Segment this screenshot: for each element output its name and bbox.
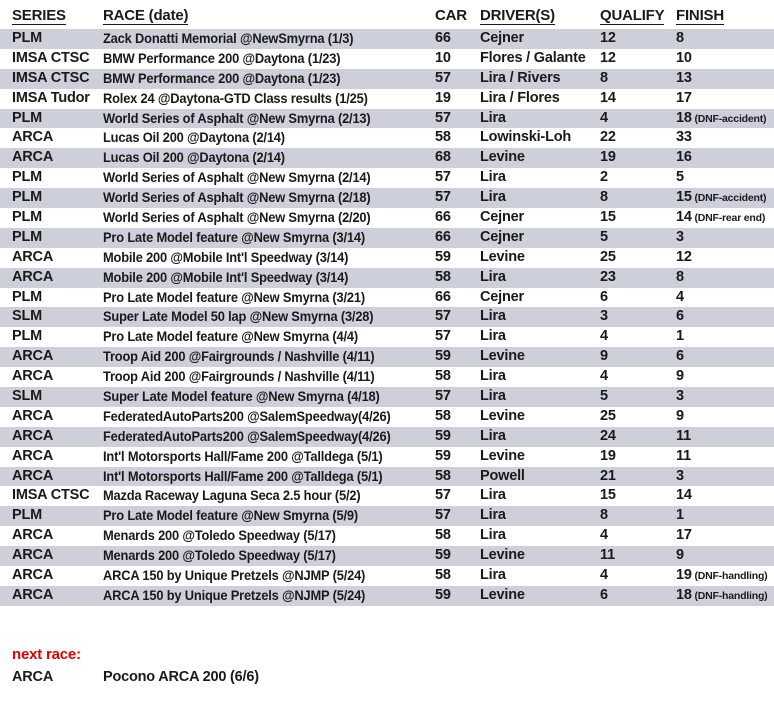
table-row [0,367,774,387]
cell-drivers: Levine [480,547,525,564]
cell-series: PLM [12,169,43,186]
cell-qualify: 5 [600,228,608,245]
cell-drivers: Lira [480,368,506,385]
cell-finish [676,148,774,168]
cell-qualify: 24 [600,427,616,444]
cell-race: Pro Late Model feature @New Smyrna (3/14) [103,228,365,245]
table-row [0,268,774,288]
cell-drivers: Levine [480,348,525,365]
cell-series: IMSA Tudor [12,89,90,106]
column-header-label: QUALIFY [600,7,665,24]
cell-car: 58 [435,527,451,544]
cell-qualify: 25 [600,248,616,265]
cell-finish [676,288,774,308]
cell-series: PLM [12,328,43,345]
cell-race: World Series of Asphalt @New Smyrna (2/13) [103,109,371,126]
cell-drivers: Lira [480,268,506,285]
finish-position: 17 [676,527,692,544]
cell-race: Menards 200 @Toledo Speedway (5/17) [103,547,336,564]
cell-car: 58 [435,268,451,285]
cell-qualify: 9 [600,348,608,365]
cell-car: 57 [435,308,451,325]
cell-qualify: 4 [600,527,608,544]
table-row [0,486,774,506]
cell-qualify: 8 [600,189,608,206]
cell-race: Int'l Motorsports Hall/Fame 200 @Talldega (5/1) [103,467,383,484]
table-row [0,188,774,208]
cell-finish [676,506,774,526]
cell-drivers: Lira [480,388,506,405]
table-row [0,327,774,347]
cell-series: ARCA [12,567,54,584]
cell-qualify: 2 [600,169,608,186]
cell-series: ARCA [12,268,54,285]
finish-position: 10 [676,49,692,66]
cell-race: World Series of Asphalt @New Smyrna (2/18) [103,189,371,206]
dnf-note: (DNF-accident) [691,192,767,205]
cell-race: ARCA 150 by Unique Pretzels @NJMP (5/24) [103,567,366,584]
cell-drivers: Cejner [480,30,524,46]
finish-position: 13 [676,69,692,86]
finish-position: 14 [676,487,692,504]
cell-race: Troop Aid 200 @Fairgrounds / Nashville (4/11) [103,348,375,365]
cell-series: ARCA [12,447,54,464]
cell-drivers: Lira [480,507,506,524]
cell-car: 66 [435,228,451,245]
table-row [0,347,774,367]
cell-race: BMW Performance 200 @Daytona (1/23) [103,69,341,86]
cell-qualify: 11 [600,547,615,564]
table-row [0,427,774,447]
cell-car: 66 [435,209,451,226]
cell-car: 68 [435,149,451,166]
cell-drivers: Lira [480,189,506,206]
cell-drivers: Lira [480,109,506,126]
cell-finish [676,467,774,487]
cell-drivers: Levine [480,149,525,166]
cell-car: 59 [435,248,451,265]
column-header-label: CAR [435,7,467,24]
cell-finish [676,347,774,367]
table-row [0,148,774,168]
cell-car: 59 [435,427,451,444]
cell-car: 58 [435,467,451,484]
cell-car: 59 [435,547,451,564]
finish-position: 9 [676,547,684,564]
cell-finish [676,29,774,49]
cell-series: PLM [12,507,43,524]
cell-finish [676,307,774,327]
cell-qualify: 4 [600,328,608,345]
cell-car: 59 [435,586,451,603]
cell-car: 59 [435,348,451,365]
cell-race: Troop Aid 200 @Fairgrounds / Nashville (4/11) [103,368,375,385]
cell-car: 58 [435,368,451,385]
table-row [0,248,774,268]
cell-drivers: Powell [480,467,525,484]
table-row [0,228,774,248]
finish-position: 6 [676,308,684,325]
cell-series: PLM [12,30,43,46]
table-row [0,49,774,69]
dnf-note: (DNF-rear end) [691,212,766,225]
finish-position: 1 [676,328,684,345]
cell-qualify: 12 [600,30,616,46]
cell-drivers: Lira [480,527,506,544]
table-row [0,288,774,308]
cell-car: 57 [435,169,451,186]
cell-series: PLM [12,209,43,226]
cell-race: Int'l Motorsports Hall/Fame 200 @Talldega (5/1) [103,447,383,464]
table-header-row [0,0,774,29]
cell-series: ARCA [12,586,54,603]
cell-qualify: 4 [600,567,608,584]
cell-finish [676,387,774,407]
cell-qualify: 8 [600,69,608,86]
cell-race: FederatedAutoParts200 @SalemSpeedway(4/26) [103,427,391,444]
cell-qualify: 3 [600,308,608,325]
table-row [0,29,774,49]
finish-position: 8 [676,30,684,46]
cell-qualify: 6 [600,586,608,603]
cell-finish [676,228,774,248]
finish-position: 4 [676,288,684,305]
column-header-label: RACE (date) [103,7,189,24]
table-row [0,168,774,188]
cell-race: Super Late Model 50 lap @New Smyrna (3/28) [103,308,374,325]
results-table-body [0,29,774,606]
finish-position: 18 [676,586,692,603]
cell-qualify: 25 [600,407,616,424]
cell-qualify: 19 [600,149,616,166]
cell-drivers: Cejner [480,288,524,305]
table-row [0,307,774,327]
cell-series: ARCA [12,129,54,146]
cell-finish [676,447,774,467]
cell-finish [676,427,774,447]
cell-finish [676,49,774,69]
table-row [0,526,774,546]
finish-position: 14 [676,209,692,226]
cell-qualify: 23 [600,268,616,285]
cell-series: ARCA [12,427,54,444]
cell-car: 10 [435,49,451,66]
cell-series: SLM [12,388,43,405]
cell-qualify: 21 [600,467,616,484]
cell-race: Zack Donatti Memorial @NewSmyrna (1/3) [103,30,354,46]
cell-drivers: Lira [480,487,506,504]
finish-position: 15 [676,189,692,206]
finish-position: 19 [676,567,692,584]
cell-drivers: Levine [480,447,525,464]
table-row [0,566,774,586]
cell-series: PLM [12,288,43,305]
cell-car: 57 [435,69,451,86]
cell-qualify: 22 [600,129,616,146]
cell-race: ARCA 150 by Unique Pretzels @NJMP (5/24) [103,586,366,603]
cell-drivers: Lira / Rivers [480,69,561,86]
cell-series: ARCA [12,368,54,385]
cell-race: Lucas Oil 200 @Daytona (2/14) [103,149,285,166]
cell-finish [676,546,774,566]
cell-car: 57 [435,507,451,524]
cell-series: ARCA [12,527,54,544]
cell-car: 19 [435,89,451,106]
cell-race: World Series of Asphalt @New Smyrna (2/14) [103,169,371,186]
finish-position: 12 [676,248,692,265]
finish-position: 8 [676,268,684,285]
cell-finish [676,268,774,288]
cell-qualify: 15 [600,487,616,504]
cell-finish [676,407,774,427]
finish-position: 9 [676,407,684,424]
cell-drivers: Levine [480,248,525,265]
cell-finish [676,208,774,229]
cell-series: ARCA [12,248,54,265]
table-row [0,89,774,109]
cell-qualify: 8 [600,507,608,524]
dnf-note: (DNF-handling) [691,570,768,583]
table-row [0,387,774,407]
finish-position: 33 [676,129,692,146]
finish-position: 5 [676,169,684,186]
table-row [0,208,774,228]
cell-race: Pro Late Model feature @New Smyrna (3/21) [103,288,365,305]
column-header-label: SERIES [12,7,66,24]
cell-car: 57 [435,328,451,345]
cell-qualify: 6 [600,288,608,305]
cell-car: 57 [435,388,451,405]
table-row [0,447,774,467]
table-row [0,128,774,148]
cell-car: 57 [435,189,451,206]
cell-series: PLM [12,228,43,245]
cell-finish [676,566,774,587]
finish-position: 3 [676,467,684,484]
column-header-drivers [480,8,600,29]
finish-position: 3 [676,228,684,245]
column-header-label: FINISH [676,7,724,24]
cell-drivers: Lira [480,567,506,584]
cell-race: BMW Performance 200 @Daytona (1/23) [103,49,341,66]
cell-qualify: 15 [600,209,616,226]
next-race-name: Pocono ARCA 200 (6/6) [103,668,259,685]
cell-drivers: Cejner [480,209,524,226]
cell-finish [676,486,774,506]
cell-finish [676,89,774,109]
cell-finish [676,586,774,607]
cell-series: IMSA CTSC [12,49,90,66]
cell-qualify: 4 [600,109,608,126]
next-race-series: ARCA [12,668,54,685]
next-race-row [0,668,774,688]
cell-qualify: 5 [600,388,608,405]
column-header-label: DRIVER(S) [480,7,555,24]
table-row [0,69,774,89]
cell-race: Pro Late Model feature @New Smyrna (5/9) [103,507,358,524]
column-header-car [435,8,480,29]
cell-series: IMSA CTSC [12,69,90,86]
cell-drivers: Lira [480,169,506,186]
cell-car: 57 [435,487,451,504]
cell-drivers: Lira [480,328,506,345]
cell-car: 58 [435,129,451,146]
cell-drivers: Levine [480,586,525,603]
cell-car: 58 [435,567,451,584]
cell-race: Super Late Model feature @New Smyrna (4/18) [103,388,380,405]
finish-position: 11 [676,447,691,464]
cell-series: ARCA [12,348,54,365]
cell-series: ARCA [12,407,54,424]
cell-race: Rolex 24 @Daytona-GTD Class results (1/25) [103,89,368,106]
cell-car: 58 [435,407,451,424]
dnf-note: (DNF-accident) [691,112,767,125]
cell-race: Mobile 200 @Mobile Int'l Speedway (3/14) [103,248,349,265]
cell-car: 57 [435,109,451,126]
column-header-race [103,8,435,29]
cell-series: PLM [12,109,43,126]
cell-drivers: Flores / Galante [480,49,586,66]
cell-finish [676,168,774,188]
cell-series: PLM [12,189,43,206]
cell-drivers: Lira [480,427,506,444]
table-row [0,109,774,129]
cell-race: Mazda Raceway Laguna Seca 2.5 hour (5/2) [103,487,361,504]
cell-drivers: Levine [480,407,525,424]
cell-drivers: Lira / Flores [480,89,560,106]
cell-race: FederatedAutoParts200 @SalemSpeedway(4/26) [103,407,391,424]
finish-position: 18 [676,109,692,126]
finish-position: 9 [676,368,684,385]
cell-car: 66 [435,30,451,46]
column-header-series [12,8,103,29]
cell-series: SLM [12,308,43,325]
finish-position: 3 [676,388,684,405]
cell-series: IMSA CTSC [12,487,90,504]
cell-qualify: 4 [600,368,608,385]
cell-finish [676,526,774,546]
cell-car: 66 [435,288,451,305]
cell-series: ARCA [12,467,54,484]
dnf-note: (DNF-handling) [691,589,768,602]
cell-qualify: 14 [600,89,616,106]
column-header-qualify [600,8,676,29]
table-row [0,546,774,566]
table-row [0,467,774,487]
cell-series: ARCA [12,149,54,166]
finish-position: 1 [676,507,684,524]
cell-race: Menards 200 @Toledo Speedway (5/17) [103,527,336,544]
next-race-label: next race: [12,645,81,663]
cell-race: Lucas Oil 200 @Daytona (2/14) [103,129,285,146]
table-row [0,586,774,606]
cell-series: ARCA [12,547,54,564]
cell-drivers: Lowinski-Loh [480,129,572,146]
cell-finish [676,248,774,268]
cell-finish [676,327,774,347]
cell-finish [676,367,774,387]
cell-finish [676,188,774,209]
cell-finish [676,128,774,148]
table-row [0,407,774,427]
cell-finish [676,69,774,89]
column-header-finish [676,8,774,29]
cell-qualify: 12 [600,49,616,66]
finish-position: 11 [676,427,691,444]
finish-position: 6 [676,348,684,365]
finish-position: 17 [676,89,692,106]
cell-drivers: Cejner [480,228,524,245]
cell-drivers: Lira [480,308,506,325]
cell-car: 59 [435,447,451,464]
cell-qualify: 19 [600,447,616,464]
cell-race: Pro Late Model feature @New Smyrna (4/4) [103,328,358,345]
cell-race: Mobile 200 @Mobile Int'l Speedway (3/14) [103,268,349,285]
finish-position: 16 [676,149,692,166]
cell-finish [676,109,774,130]
cell-race: World Series of Asphalt @New Smyrna (2/20) [103,209,371,226]
table-row [0,506,774,526]
